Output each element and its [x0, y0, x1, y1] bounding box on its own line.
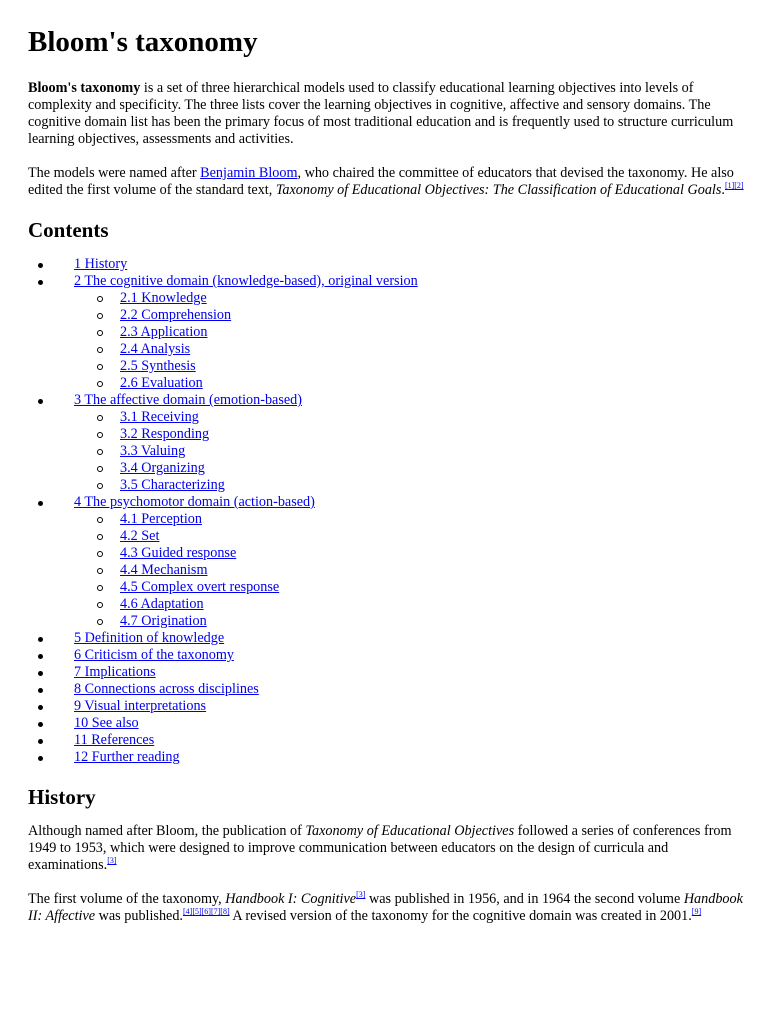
toc-link[interactable]: 1 History: [74, 256, 128, 272]
toc-link[interactable]: 2 The cognitive domain (knowledge-based), original version: [74, 273, 418, 289]
toc-item: [28, 630, 746, 647]
toc-item: [28, 698, 746, 715]
toc-sublist: [74, 290, 746, 392]
toc-sublink[interactable]: 2.3 Application: [120, 324, 208, 340]
toc-item: [28, 392, 746, 494]
intro-paragraph: Bloom's taxonomy is a set of three hierarchical models used to classify educational learning objectives into levels of complexity and specificity. The three lists cover the learning objectives in cognitive, affective and sensory domains. The cognitive domain list has been the primary focus of most traditional education and is frequently used to structure curriculum learning objectives, assessments and activities.: [28, 80, 734, 147]
ref-link[interactable]: [1]: [724, 181, 735, 190]
toc-subitem: [74, 358, 746, 375]
toc-subitem: [74, 562, 746, 579]
toc-sublink[interactable]: 4.1 Perception: [120, 511, 202, 527]
toc-sublink[interactable]: 3.3 Valuing: [120, 443, 186, 459]
page-title: Bloom's taxonomy: [28, 26, 258, 58]
benjamin-bloom-link[interactable]: Benjamin Bloom: [200, 165, 298, 181]
ref-links: [725, 181, 744, 190]
ref-link[interactable]: [9]: [691, 907, 702, 916]
toc-sublink[interactable]: 4.2 Set: [120, 528, 160, 544]
toc-subitem: [74, 290, 746, 307]
book-title: Taxonomy of Educational Objectives: The Classification of Educational Goals: [275, 182, 722, 198]
toc-sublink[interactable]: 4.7 Origination: [120, 613, 207, 629]
ref-link[interactable]: [8]: [220, 907, 230, 916]
toc-sublink[interactable]: 3.5 Characterizing: [120, 477, 225, 493]
toc-link[interactable]: 8 Connections across disciplines: [74, 681, 259, 697]
toc-subitem: [74, 511, 746, 528]
toc-link[interactable]: 5 Definition of knowledge: [74, 630, 225, 646]
toc-sublink[interactable]: 2.4 Analysis: [120, 341, 191, 357]
ref-link[interactable]: [6]: [201, 907, 211, 916]
toc-subitem: [74, 409, 746, 426]
toc-item: [28, 749, 746, 766]
ref-link[interactable]: [5]: [192, 907, 202, 916]
toc-sublink[interactable]: 2.5 Synthesis: [120, 358, 196, 374]
toc-item: [28, 273, 746, 392]
toc-item: [28, 732, 746, 749]
toc-item: [28, 647, 746, 664]
toc-link[interactable]: 4 The psychomotor domain (action-based): [74, 494, 315, 510]
toc-subitem: [74, 375, 746, 392]
toc-subitem: [74, 443, 746, 460]
toc-item: [28, 494, 746, 630]
toc-link[interactable]: 9 Visual interpretations: [74, 698, 207, 714]
toc-sublink[interactable]: 3.2 Responding: [120, 426, 210, 442]
toc-subitem: [74, 426, 746, 443]
toc-item: [28, 664, 746, 681]
toc-subitem: [74, 579, 746, 596]
toc-link[interactable]: 11 References: [74, 732, 155, 748]
history-heading: History: [28, 785, 96, 809]
toc-sublink[interactable]: 4.4 Mechanism: [120, 562, 208, 578]
toc-sublink[interactable]: 2.6 Evaluation: [120, 375, 203, 391]
toc-link[interactable]: 7 Implications: [74, 664, 156, 680]
table-of-contents: [28, 256, 746, 766]
ref-link[interactable]: [3]: [107, 856, 117, 865]
toc-item: [28, 256, 746, 273]
toc-sublink[interactable]: 4.6 Adaptation: [120, 596, 204, 612]
toc-sublink[interactable]: 3.4 Organizing: [120, 460, 205, 476]
ref-link[interactable]: [7]: [210, 907, 221, 916]
history-paragraph-2: The first volume of the taxonomy, Handbook I: Cognitive[3] was published in 1956, and in 1964 the second volume Handbook II: Affective was published.[4][5][6][7][8] A revised version of the taxonomy for the cognitive domain was created in 2001.[9]: [28, 890, 743, 924]
toc-item: [28, 681, 746, 698]
toc-subitem: [74, 545, 746, 562]
toc-sublink[interactable]: 2.1 Knowledge: [120, 290, 207, 306]
toc-sublist: [74, 511, 746, 630]
toc-sublink[interactable]: 4.5 Complex overt response: [120, 579, 280, 595]
toc-subitem: [74, 477, 746, 494]
intro-bold-term: Bloom's taxonomy: [28, 80, 141, 96]
ref-link[interactable]: [3]: [356, 890, 366, 899]
ref-link[interactable]: [2]: [734, 181, 744, 190]
ref-link[interactable]: [4]: [182, 907, 193, 916]
history-paragraph-1: Although named after Bloom, the publication of Taxonomy of Educational Objectives followed a series of conferences from 1949 to 1953, which were designed to improve communication between educators on the design of curricula and examinations.[3]: [28, 823, 732, 873]
toc-link[interactable]: 12 Further reading: [74, 749, 180, 765]
toc-subitem: [74, 613, 746, 630]
toc-sublink[interactable]: 4.3 Guided response: [120, 545, 237, 561]
toc-subitem: [74, 528, 746, 545]
toc-subitem: [74, 596, 746, 613]
toc-link[interactable]: 10 See also: [74, 715, 139, 731]
models-paragraph: The models were named after Benjamin Bloom, who chaired the committee of educators that devised the taxonomy. He also edited the first volume of the standard text, Taxonomy of Educational Objectives: The Classification of Educational Goals.[1][2]: [28, 165, 744, 198]
contents-heading: Contents: [28, 218, 109, 242]
toc-link[interactable]: 3 The affective domain (emotion-based): [74, 392, 302, 408]
toc-subitem: [74, 341, 746, 358]
toc-subitem: [74, 324, 746, 341]
toc-sublist: [74, 409, 746, 494]
toc-sublink[interactable]: 2.2 Comprehension: [120, 307, 232, 323]
toc-sublink[interactable]: 3.1 Receiving: [120, 409, 199, 425]
toc-subitem: [74, 307, 746, 324]
ref-links: [183, 907, 230, 916]
toc-subitem: [74, 460, 746, 477]
toc-item: [28, 715, 746, 732]
toc-link[interactable]: 6 Criticism of the taxonomy: [74, 647, 234, 663]
